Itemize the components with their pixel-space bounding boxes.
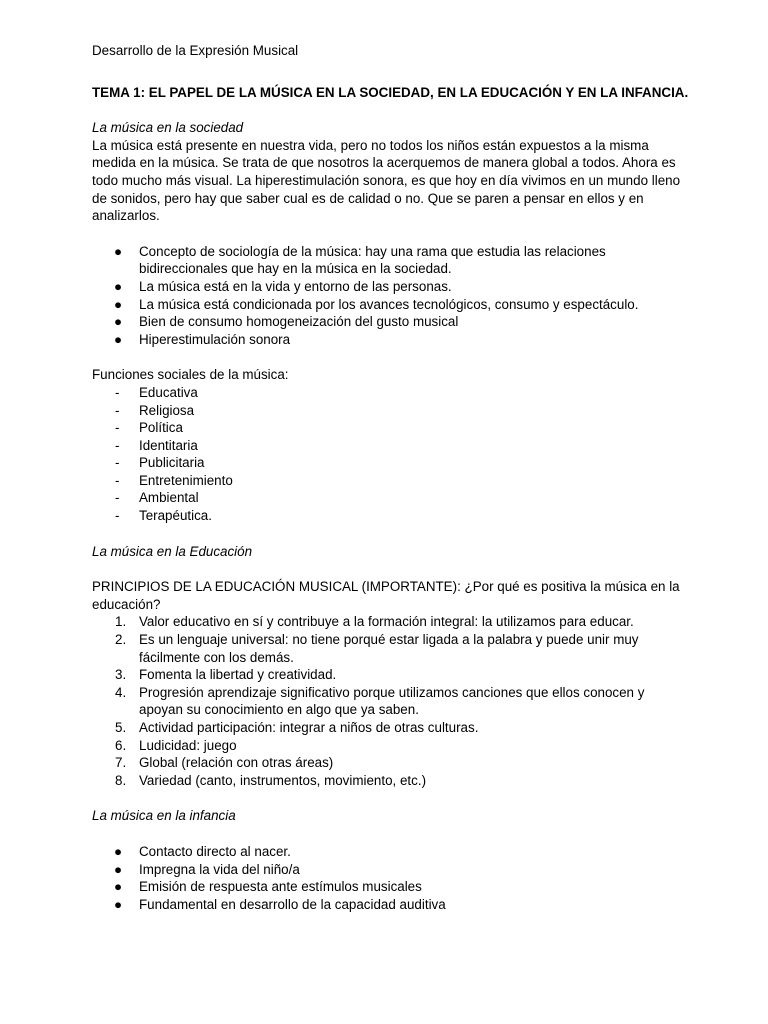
list-item [92,489,692,507]
list-item [92,878,692,896]
list-item-text: Ludicidad: juego [139,737,237,753]
list-item [92,402,692,420]
social-functions-label: Funciones sociales de la música: [92,367,289,383]
list-number: 7. [115,755,127,771]
social-functions-list [92,384,692,525]
list-item [92,472,692,490]
dash-icon: - [115,455,120,471]
childhood-heading-block [92,807,692,825]
society-bullet-list [92,243,692,349]
list-number: 3. [115,667,127,683]
list-number: 4. [115,684,127,700]
list-number: 1. [115,614,127,630]
social-functions-block [92,366,692,524]
list-item [92,896,692,914]
list-item-text: Contacto directo al nacer. [139,843,291,859]
document-header: Desarrollo de la Expresión Musical [92,43,299,58]
list-number: 2. [115,632,127,648]
list-item-text: Valor educativo en sí y contribuye a la formación integral: la utilizamos para educar. [139,614,634,630]
list-item [92,507,692,525]
childhood-bullets-block [92,843,692,913]
list-item [92,719,692,737]
society-heading: La música en la sociedad [92,120,244,136]
list-item-text: Concepto de sociología de la música: hay una rama que estudia las relaciones bidireccionales que hay en la música en la sociedad. [139,243,606,277]
list-item-text: Religiosa [139,402,195,418]
list-item-text: Fomenta la libertad y creatividad. [139,667,337,683]
list-item [92,384,692,402]
list-item-text: Fundamental en desarrollo de la capacidad auditiva [139,896,446,912]
bullet-icon: ● [114,331,123,347]
principles-intro: PRINCIPIOS DE LA EDUCACIÓN MUSICAL (IMPORTANTE): ¿Por qué es positiva la música en la educación? [92,579,680,612]
list-item-text: La música está en la vida y entorno de las personas. [139,278,452,294]
dash-icon: - [115,402,120,418]
list-item-text: Bien de consumo homogeneización del gusto musical [139,314,459,330]
list-item-text: Educativa [139,384,198,400]
bullet-icon: ● [114,314,123,330]
list-item-text: Política [139,420,183,436]
list-item [92,313,692,331]
bullet-icon: ● [114,861,123,877]
dash-icon: - [115,420,120,436]
education-heading-block [92,543,692,561]
education-principles-block [92,578,692,789]
principles-list [92,613,692,789]
bullet-icon: ● [114,278,123,294]
list-item-text: Es un lenguaje universal: no tiene porqué estar ligada a la palabra y puede unir muy fácilmente con los demás. [139,632,639,665]
list-number: 5. [115,720,127,735]
bullet-icon: ● [114,296,123,312]
list-item [92,772,692,790]
list-number: 8. [115,772,127,788]
list-item-text: Terapéutica. [139,508,212,524]
list-item-text: Impregna la vida del niño/a [139,861,300,877]
society-paragraph: La música está presente en nuestra vida, pero no todos los niños están expuestos a la misma medida en la música. Se trata de que nosotros la acerquemos de manera global a todos. Ahora es todo mucho más visual. La hiperestimulación sonora, es que hoy en día vivimos en un mundo lleno de sonidos, pero hay que saber cual es de calidad o no. Que se paren a pensar en ellos y en analizarlos. [92,137,681,224]
list-item-text: La música está condicionada por los avances tecnológicos, consumo y espectáculo. [139,296,639,312]
society-section [92,119,692,225]
bullet-icon: ● [114,843,123,859]
dash-icon: - [115,490,120,506]
list-item-text: Entretenimiento [139,472,233,488]
bullet-icon: ● [114,243,123,259]
list-item [92,296,692,314]
list-item [92,754,692,772]
list-item [92,613,692,631]
society-bullets-block [92,243,692,349]
list-item-text: Actividad participación: integrar a niños de otras culturas. [139,720,479,735]
list-item-text: Hiperestimulación sonora [139,331,291,347]
bullet-icon: ● [114,896,123,912]
dash-icon: - [115,472,120,488]
list-item-text: Ambiental [139,490,199,506]
list-item-text: Identitaria [139,437,198,453]
list-item [92,666,692,684]
list-item-text: Emisión de respuesta ante estímulos musicales [139,879,422,895]
list-item [92,737,692,755]
dash-icon: - [115,437,120,453]
dash-icon: - [115,508,120,524]
list-item-text: Publicitaria [139,455,205,471]
list-item [92,419,692,437]
list-item [92,437,692,455]
document-page [92,42,692,931]
document-title: TEMA 1: EL PAPEL DE LA MÚSICA EN LA SOCIEDAD, EN LA EDUCACIÓN Y EN LA INFANCIA. [92,84,689,100]
list-item [92,243,692,278]
list-item [92,843,692,861]
list-item [92,331,692,349]
dash-icon: - [115,384,120,400]
childhood-bullet-list [92,843,692,913]
list-item [92,684,692,719]
bullet-icon: ● [114,879,123,895]
education-heading: La música en la Educación [92,543,253,559]
list-item [92,861,692,879]
list-item [92,631,692,666]
list-item [92,278,692,296]
childhood-heading: La música en la infancia [92,808,236,824]
list-item-text: Variedad (canto, instrumentos, movimiento, etc.) [139,772,427,788]
list-item-text: Global (relación con otras áreas) [139,755,334,771]
list-item [92,454,692,472]
list-item-text: Progresión aprendizaje significativo porque utilizamos canciones que ellos conocen y apoyan su conocimiento en algo que ya saben. [139,684,645,718]
list-number: 6. [115,737,127,753]
